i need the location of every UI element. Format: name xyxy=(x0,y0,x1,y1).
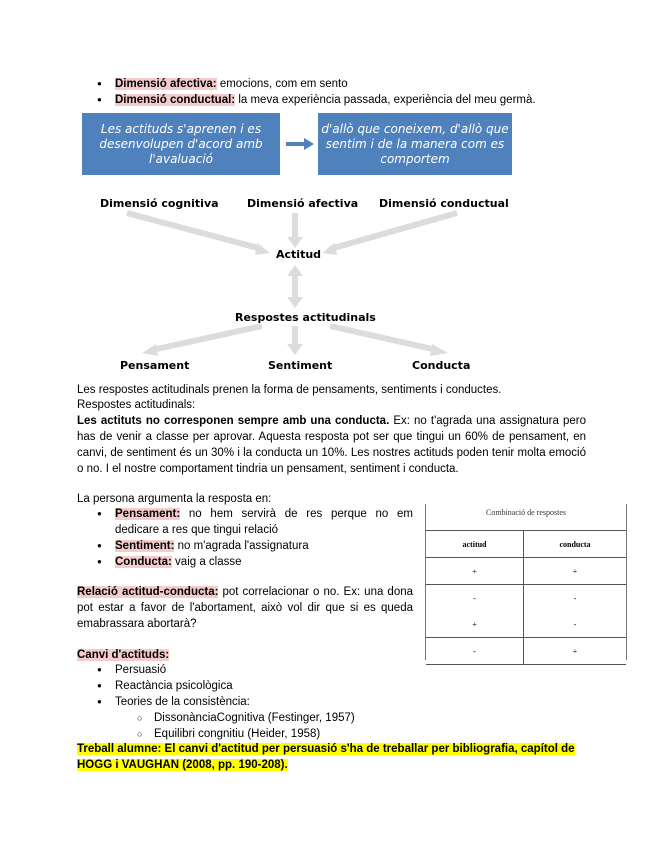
table-row xyxy=(426,611,626,638)
bullet-text: emocions, com em sento xyxy=(216,78,348,90)
bullet-term: Dimensió conductual: xyxy=(115,94,236,106)
table-cell: + xyxy=(426,558,524,585)
diagram-arrows xyxy=(82,113,512,375)
list-item xyxy=(77,554,413,570)
table-cell: - xyxy=(524,611,627,638)
list-item xyxy=(77,538,413,554)
diagram-box-left: Les actituds s'aprenen i es desenvolupen d'acord amb l'avaluació xyxy=(82,113,280,175)
table-row xyxy=(426,558,626,585)
diagram-output-conducta: Conducta xyxy=(412,359,471,372)
paragraph: Respostes actitudinals: xyxy=(77,399,196,411)
table-header: conducta xyxy=(524,531,627,558)
attitude-diagram xyxy=(82,113,512,375)
diagram-dim-conductual: Dimensió conductual xyxy=(379,197,509,210)
table-cell: + xyxy=(524,638,627,665)
paragraph xyxy=(77,413,586,477)
list-item xyxy=(77,76,597,92)
paragraph: La persona argumenta la resposta en: xyxy=(77,493,272,505)
table-title: Combinació de respostes xyxy=(486,508,566,517)
para-text: Ex: no t'agrada una assignatura pero has de venir a classe per aprovar. Aquesta resposta pot ser que tingui un 60% de pensament, en canvi, de sentiment és un 30% i la conducta un 10%. Les nostres actituds poden tenir molta emoció o no. I el nostre comportament tindria un pensament, sentiment i conducta. xyxy=(77,415,586,475)
intro-bullet-list xyxy=(77,76,597,108)
dimension-arrows xyxy=(127,213,457,356)
table-cell: + xyxy=(524,558,627,585)
assignment-note xyxy=(77,741,597,773)
diagram-center-actitud: Actitud xyxy=(276,248,322,261)
sub-list-item: ○ DissonànciaCognitiva (Festinger, 1957) xyxy=(77,710,597,726)
bullet-term: Conducta: xyxy=(115,556,172,568)
bullet-text: no m'agrada l'assignatura xyxy=(174,540,309,552)
diagram-dim-cognitiva: Dimensió cognitiva xyxy=(100,197,219,210)
diagram-box-right: d'allò que coneixem, d'allò que sentim i de la manera com es comportem xyxy=(318,113,512,175)
list-item: ● Persuasió xyxy=(77,662,597,678)
list-item xyxy=(77,506,413,538)
table-header-row xyxy=(426,531,626,558)
bullet-text: no hem servirà de res perque no em dedicare a res que tingui relació xyxy=(115,508,413,536)
paragraph: Les respostes actitudinals prenen la forma de pensaments, sentiments i conductes. xyxy=(77,384,502,396)
table-cell: - xyxy=(426,638,524,665)
response-combination-table xyxy=(425,504,627,660)
table-row xyxy=(426,638,626,665)
section-heading xyxy=(77,647,169,663)
diagram-dim-afectiva: Dimensió afectiva xyxy=(247,197,359,210)
box-connector-arrow xyxy=(286,138,314,150)
response-bullet-list xyxy=(77,506,413,570)
canvi-title: Canvi d'actituds: xyxy=(77,649,170,661)
diagram-output-sentiment: Sentiment xyxy=(268,359,333,372)
assignment-text: Treball alumne: El canvi d'actitud per persuasió s'ha de treballar per bibliografia, capítol de HOGG i VAUGHAN (2008, pp. 190-208). xyxy=(77,743,575,771)
table-grid xyxy=(426,530,626,665)
list-item: ● Teories de la consistència: xyxy=(77,694,597,710)
diagram-output-pensament: Pensament xyxy=(120,359,190,372)
bullet-text: vaig a classe xyxy=(171,556,242,568)
list-item xyxy=(77,92,597,108)
sub-list-item: ○ Equilibri congnitiu (Heider, 1958) xyxy=(77,726,597,742)
bullet-term: Pensament: xyxy=(115,508,181,520)
relacio-term: Relació actitud-conducta: xyxy=(77,586,219,598)
table-header: actitud xyxy=(426,531,524,558)
table-cell: - xyxy=(426,585,524,612)
bullet-term: Sentiment: xyxy=(115,540,175,552)
relacio-text: pot correlacionar o no. Ex: una dona pot estar a favor de l'abortament, això vol dir que si es queda emabrassara abortarà? xyxy=(77,586,414,630)
table-cell: + xyxy=(426,611,524,638)
table-cell: - xyxy=(573,593,577,603)
bullet-term: Dimensió afectiva: xyxy=(115,78,217,90)
list-item: ● Reactància psicològica xyxy=(77,678,597,694)
canvi-list xyxy=(77,662,597,742)
table-row xyxy=(426,585,626,612)
diagram-responses: Respostes actitudinals xyxy=(235,311,376,324)
relacio-paragraph xyxy=(77,584,413,632)
bullet-text: la meva experiència passada, experiència del meu germà. xyxy=(235,94,536,106)
para-bold: Les actituts no corresponen sempre amb una conducta. xyxy=(77,415,390,427)
